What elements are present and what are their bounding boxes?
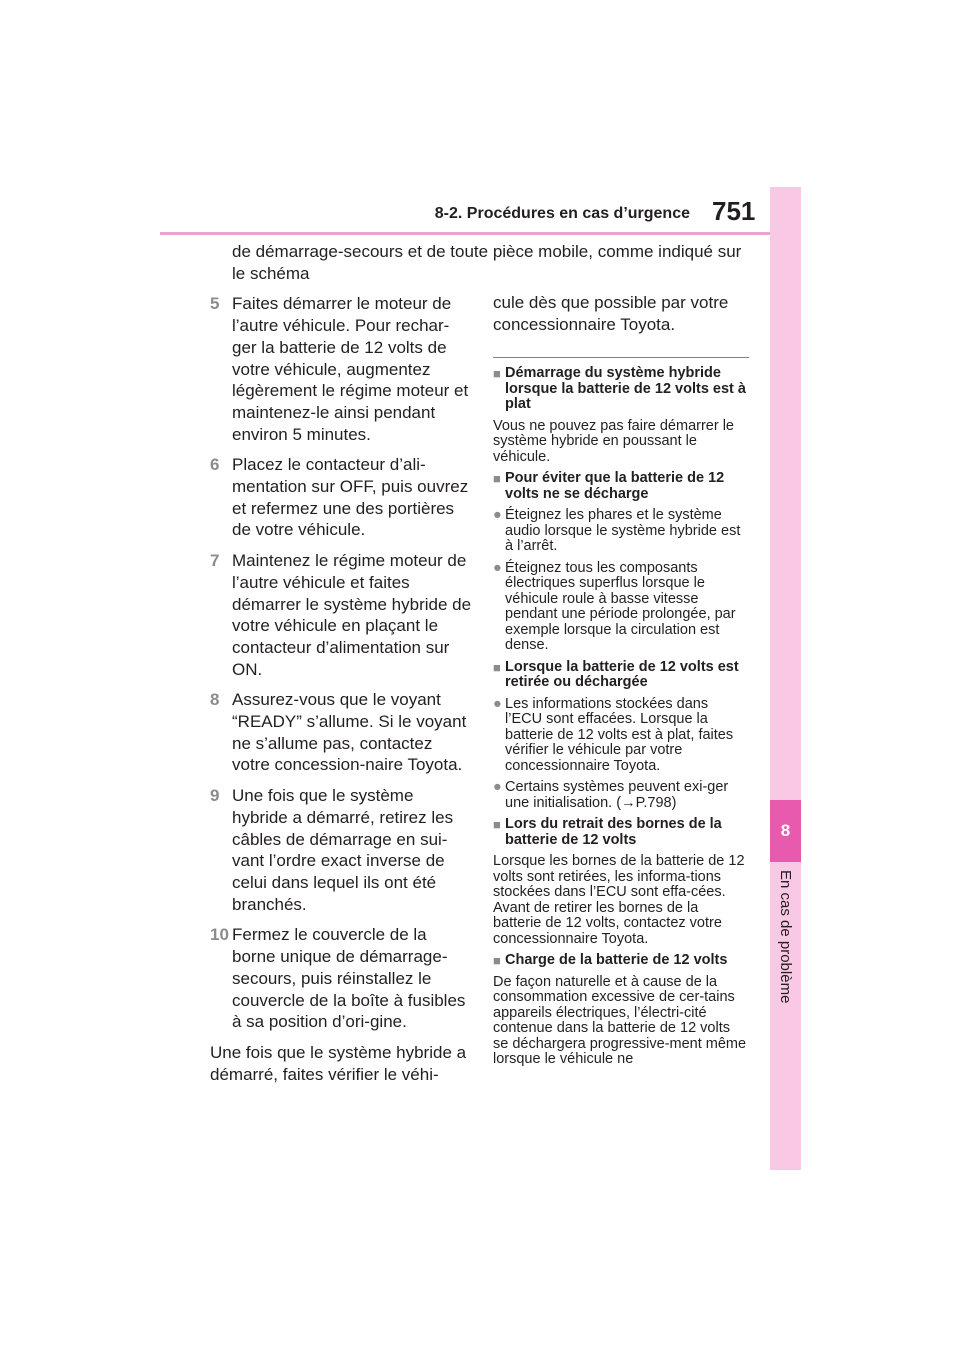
step-item (210, 454, 472, 541)
note-bullet (493, 780, 749, 811)
step-item (210, 785, 472, 915)
step-text: Maintenez le régime moteur de l’autre véhicule et faites démarrer le système hybride de votre véhicule en plaçant le contacteur d’alimentation sur ON. (232, 551, 472, 679)
notes-divider (493, 357, 749, 358)
note-body: Lorsque les bornes de la batterie de 12 volts sont retirées, les informa-tions stockées dans l’ECU sont effa-cées. Avant de retirer les bornes de la batterie de 12 volts, contactez votre concessionnaire Toyota. (493, 853, 745, 947)
chapter-title-vertical (770, 870, 801, 1070)
step-number: 10 (210, 925, 229, 945)
step-text: Placez le contacteur d’ali-mentation sur OFF, puis ouvrez et refermez une des portières de votre véhicule. (232, 455, 469, 540)
step-number: 9 (210, 786, 220, 806)
chapter-title-text: En cas de problème (777, 870, 794, 1004)
note-body: Vous ne pouvez pas faire démarrer le système hybride en poussant le véhicule. (493, 417, 734, 465)
step-text: Assurez-vous que le voyant “READY” s’allume. Si le voyant ne s’allume pas, contactez votre concession-naire Toyota. (232, 690, 467, 775)
note-bullet-text: Éteignez tous les composants électriques superflus lorsque le véhicule roule à basse vitesse pendant une période prolongée, par exemple lorsque la circulation est dense. (505, 559, 736, 654)
square-bullet-icon: ■ (493, 366, 501, 382)
chapter-number-badge: 8 (770, 800, 801, 862)
note-body: De façon naturelle et à cause de la consommation excessive de cer-tains appareils électriques, l’électri-cité contenue dans la batterie de 12 volts se déchargera progressive-ment même lorsque le véhicule ne (493, 973, 747, 1068)
continued-paragraph: cule dès que possible par votre concessionnaire Toyota. (493, 293, 729, 334)
note-heading (493, 471, 749, 502)
circle-bullet-icon: ● (493, 779, 502, 796)
note-heading-text: Lors du retrait des bornes de la batterie de 12 volts (505, 816, 722, 848)
step-text: Faites démarrer le moteur de l’autre véhicule. Pour rechar-ger la batterie de 12 volts de votre véhicule, augmentez légèrement le régime moteur et maintenez-le ainsi pendant environ 5 minutes. (232, 294, 469, 444)
note-bullet-text: Certains systèmes peuvent exi-ger une initialisation. (→P.798) (505, 779, 729, 811)
square-bullet-icon: ■ (493, 659, 501, 675)
note-heading-text: Pour éviter que la batterie de 12 volts ne se décharge (505, 470, 725, 502)
square-bullet-icon: ■ (493, 471, 501, 487)
note-heading (493, 817, 749, 848)
circle-bullet-icon: ● (493, 559, 502, 576)
step-text: Fermez le couvercle de la borne unique de démarrage-secours, puis réinstallez le couvercle de la boîte à fusibles à sa position d’ori-gine. (232, 925, 466, 1032)
step-item (210, 293, 472, 445)
continued-step-text: de démarrage-secours et de toute pièce mobile, comme indiqué sur le schéma (232, 242, 742, 283)
step-item (210, 924, 472, 1033)
note-heading (493, 660, 749, 691)
note-bullet (493, 508, 749, 555)
note-heading-text: Démarrage du système hybride lorsque la batterie de 12 volts est à plat (505, 365, 746, 413)
square-bullet-icon: ■ (493, 953, 501, 969)
closing-paragraph: Une fois que le système hybride a démarré, faites vérifier le véhi- (210, 1042, 467, 1084)
note-heading-text: Charge de la batterie de 12 volts (505, 952, 728, 969)
note-bullet (493, 561, 749, 654)
note-heading (493, 366, 749, 413)
step-number: 7 (210, 551, 220, 571)
section-header-title: 8-2. Procédures en cas d’urgence (434, 205, 690, 222)
circle-bullet-icon: ● (493, 507, 502, 524)
header-divider (160, 232, 772, 235)
step-item (210, 689, 472, 776)
note-bullet (493, 697, 749, 775)
note-bullet-text: Les informations stockées dans l’ECU sont effacées. Lorsque la batterie de 12 volts est à plat, faites vérifier le véhicule par votre concessionnaire Toyota. (505, 695, 734, 774)
step-number: 5 (210, 294, 220, 314)
step-text: Une fois que le système hybride a démarré, retirez les câbles de démarrage en sui-vant l’ordre exact inverse de celui dans lequel ils ont été branchés. (232, 786, 454, 914)
step-number: 8 (210, 690, 220, 710)
step-item (210, 550, 472, 680)
note-heading (493, 953, 749, 969)
right-column (493, 292, 749, 1074)
step-number: 6 (210, 455, 220, 475)
note-bullet-text: Éteignez les phares et le système audio lorsque le système hybride est à l’arrêt. (505, 507, 741, 555)
square-bullet-icon: ■ (493, 817, 501, 833)
circle-bullet-icon: ● (493, 695, 502, 712)
note-heading-text: Lorsque la batterie de 12 volts est retirée ou déchargée (505, 658, 739, 691)
page-number: 751 (712, 196, 756, 226)
